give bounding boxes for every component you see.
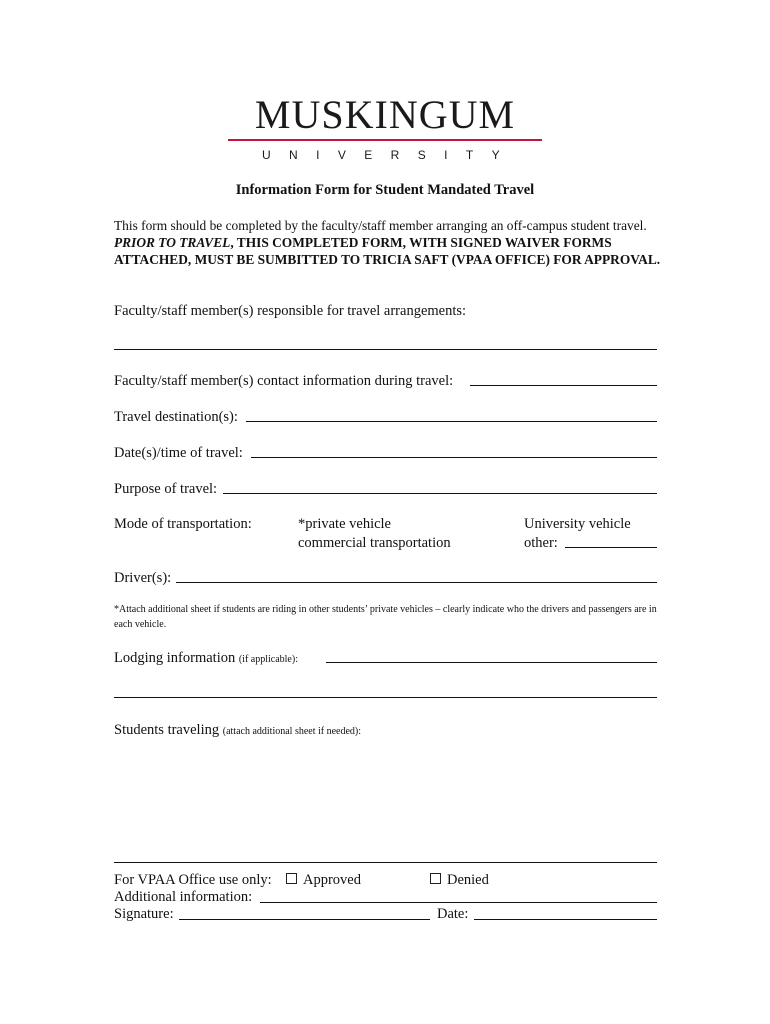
- intro-italic-bold: PRIOR TO TRAVEL: [114, 234, 231, 250]
- mode-other-line[interactable]: [565, 547, 657, 548]
- destination-line[interactable]: [246, 421, 657, 422]
- office-divider: [114, 862, 657, 863]
- attach-note: *Attach additional sheet if students are riding in other students’ private vehicles – clearly indicate who the drivers and passengers are in each vehicle.: [114, 604, 657, 630]
- lodging-line[interactable]: [326, 662, 657, 663]
- datetime-line[interactable]: [251, 457, 657, 458]
- responsible-line[interactable]: [114, 349, 657, 350]
- additional-info-line[interactable]: [260, 902, 657, 903]
- lodging-text: Lodging information: [114, 650, 239, 666]
- purpose-label: Purpose of travel:: [114, 481, 218, 497]
- contact-label: Faculty/staff member(s) contact information during travel:: [114, 373, 454, 389]
- responsible-label: Faculty/staff member(s) responsible for travel arrangements:: [114, 303, 467, 319]
- lodging-label: [114, 649, 298, 669]
- form-title: Information Form for Student Mandated Travel: [235, 182, 535, 198]
- mode-label: Mode of transportation:: [114, 516, 252, 532]
- students-small: (attach additional sheet if needed):: [222, 726, 362, 737]
- purpose-line[interactable]: [223, 493, 657, 494]
- drivers-line[interactable]: [176, 582, 657, 583]
- intro-paragraph: [114, 218, 664, 268]
- denied-option[interactable]: [430, 871, 489, 889]
- mode-other-label: other:: [524, 535, 558, 551]
- drivers-label: Driver(s):: [114, 570, 172, 586]
- contact-line[interactable]: [470, 385, 657, 386]
- datetime-label: Date(s)/time of travel:: [114, 445, 243, 461]
- destination-label: Travel destination(s):: [114, 409, 238, 425]
- denied-checkbox[interactable]: [430, 873, 441, 884]
- university-logo-name: MUSKINGUM: [254, 92, 516, 137]
- logo-red-rule: [228, 139, 542, 141]
- approved-checkbox[interactable]: [286, 873, 297, 884]
- students-text: Students traveling: [114, 722, 223, 738]
- lodging-small: (if applicable):: [238, 654, 298, 665]
- denied-label: Denied: [447, 872, 489, 888]
- lodging-line-2[interactable]: [114, 697, 657, 698]
- intro-bold: , THIS COMPLETED FORM, WITH SIGNED WAIVER FORMS ATTACHED, MUST BE SUMBITTED TO TRICIA SAFT (VPAA OFFICE) FOR APPROVAL.: [114, 234, 661, 267]
- mode-university-vehicle: University vehicle: [524, 516, 631, 532]
- date-line[interactable]: [474, 919, 657, 920]
- approved-option[interactable]: [286, 871, 361, 889]
- signature-label: Signature:: [114, 906, 174, 922]
- university-logo-sub: UNIVERSITY: [261, 148, 518, 162]
- students-label: [114, 721, 361, 741]
- additional-info-label: Additional information:: [114, 889, 253, 905]
- mode-private-vehicle: *private vehicle: [298, 516, 391, 532]
- approved-label: Approved: [303, 872, 361, 888]
- intro-plain: This form should be completed by the faculty/staff member arranging an off-campus student travel.: [114, 218, 647, 233]
- date-label: Date:: [437, 906, 469, 922]
- office-use-label: For VPAA Office use only:: [114, 872, 272, 888]
- signature-line[interactable]: [179, 919, 430, 920]
- mode-commercial: commercial transportation: [298, 535, 451, 551]
